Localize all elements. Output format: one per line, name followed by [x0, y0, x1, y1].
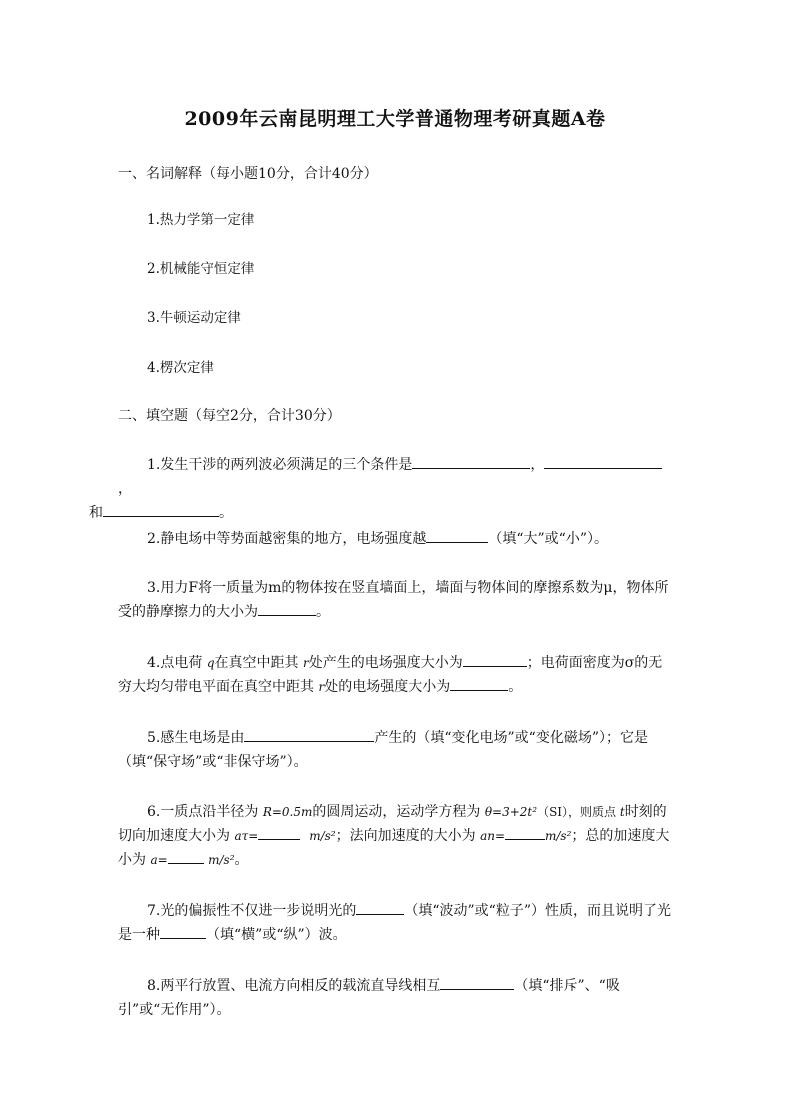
q4-charge-symbol: q [206, 656, 215, 670]
q4-text: 在真空中距其 [214, 655, 303, 671]
q4-distance-symbol: r [302, 656, 309, 670]
q6-text: 6.一质点沿半径为 [147, 804, 263, 820]
question-2 [118, 527, 674, 551]
answer-blank[interactable] [258, 601, 316, 616]
question-8 [118, 974, 674, 1022]
q6-normal-symbol: an= [480, 829, 505, 843]
question-3 [118, 576, 674, 624]
q6-text: ；法向加速度的大小为 [335, 828, 481, 844]
answer-blank[interactable] [244, 727, 374, 742]
q1-sep: ， [530, 457, 545, 473]
q6-text: 时刻的切向加速度大小为 [118, 804, 667, 844]
answer-blank[interactable] [356, 900, 404, 915]
q6-equation: θ=3+2t² [484, 805, 538, 819]
q7-end: （填“横”或“纵”）波。 [206, 927, 347, 943]
q7-text: （填“波动”或“粒子”）性质，而且说明了光是一种 [118, 903, 671, 943]
answer-blank[interactable] [505, 825, 545, 840]
q1-line2: 和 [89, 505, 103, 521]
q6-end: 。 [234, 852, 249, 868]
q6-text: （SI），则质点 [537, 805, 620, 819]
q3-end: 。 [316, 604, 330, 620]
question-5 [118, 726, 674, 774]
q1-text: 1.发生干涉的两列波必须满足的三个条件是 [147, 457, 413, 473]
q5-end: 产生的（填“变化电场”或“变化磁场”）；它是（填“保守场”或“非保守场”）。 [118, 730, 648, 770]
q2-text: 2.静电场中等势面越密集的地方，电场强度越 [147, 531, 427, 547]
answer-blank[interactable] [412, 454, 530, 469]
q6-radius: R=0.5m [262, 805, 313, 819]
question-6 [118, 800, 674, 872]
term-item-1: 1.热力学第一定律 [147, 212, 255, 228]
term-item-3: 3.牛顿运动定律 [147, 310, 241, 326]
q8-text: 8.两平行放置、电流方向相反的载流直导线相互 [147, 978, 441, 994]
q4-text: 处的电场强度大小为 [324, 679, 451, 695]
answer-blank[interactable] [103, 502, 219, 517]
term-item-4: 4.楞次定律 [147, 360, 214, 376]
answer-blank[interactable] [160, 924, 206, 939]
question-4 [118, 651, 674, 699]
question-1 [89, 453, 674, 525]
q8-end: （填“排斥”、“吸引”或“无作用”）。 [118, 978, 620, 1018]
section-1-heading: 一、名词解释（每小题10分，合计40分） [118, 166, 378, 182]
q6-unit: m/s² [208, 853, 235, 867]
q4-end: 。 [508, 679, 523, 695]
term-item-2: 2.机械能守恒定律 [147, 261, 255, 277]
q6-unit: m/s² [545, 829, 572, 843]
q3-text: 3.用力F将一质量为m的物体按在竖直墙面上，墙面与物体间的摩擦系数为μ，物体所受的静摩擦力的大小为 [118, 580, 669, 620]
page-title: 2009年云南昆明理工大学普通物理考研真题A卷 [184, 108, 606, 130]
section-2-heading: 二、填空题（每空2分，合计30分） [118, 408, 341, 424]
q6-tangential-symbol: aτ= [234, 829, 259, 843]
q1-sep: ， [118, 481, 132, 497]
answer-blank[interactable] [168, 849, 204, 864]
q6-text: 的圆周运动，运动学方程为 [312, 804, 485, 820]
q4-text: 4.点电荷 [147, 655, 207, 671]
q4-distance-symbol: r [318, 680, 325, 694]
question-7 [118, 899, 674, 947]
q5-text: 5.感生电场是由 [147, 730, 245, 746]
q2-end: （填“大”或“小”）。 [488, 531, 608, 547]
q6-time-symbol: t [619, 805, 625, 819]
answer-blank[interactable] [426, 528, 488, 543]
answer-blank[interactable] [463, 652, 527, 667]
answer-blank[interactable] [258, 825, 300, 840]
q6-text: ；总的加速度大小为 [118, 828, 670, 868]
answer-blank[interactable] [544, 454, 662, 469]
q6-unit: m/s² [309, 829, 336, 843]
q4-text: ；电荷面密度为σ的无穷大均匀带电平面在真空中距其 [118, 655, 663, 695]
q7-text: 7.光的偏振性不仅进一步说明光的 [147, 903, 357, 919]
answer-blank[interactable] [450, 676, 508, 691]
q1-end: 。 [219, 505, 233, 521]
answer-blank[interactable] [440, 975, 514, 990]
q6-total-symbol: a= [150, 853, 168, 867]
q4-text: 处产生的电场强度大小为 [308, 655, 463, 671]
